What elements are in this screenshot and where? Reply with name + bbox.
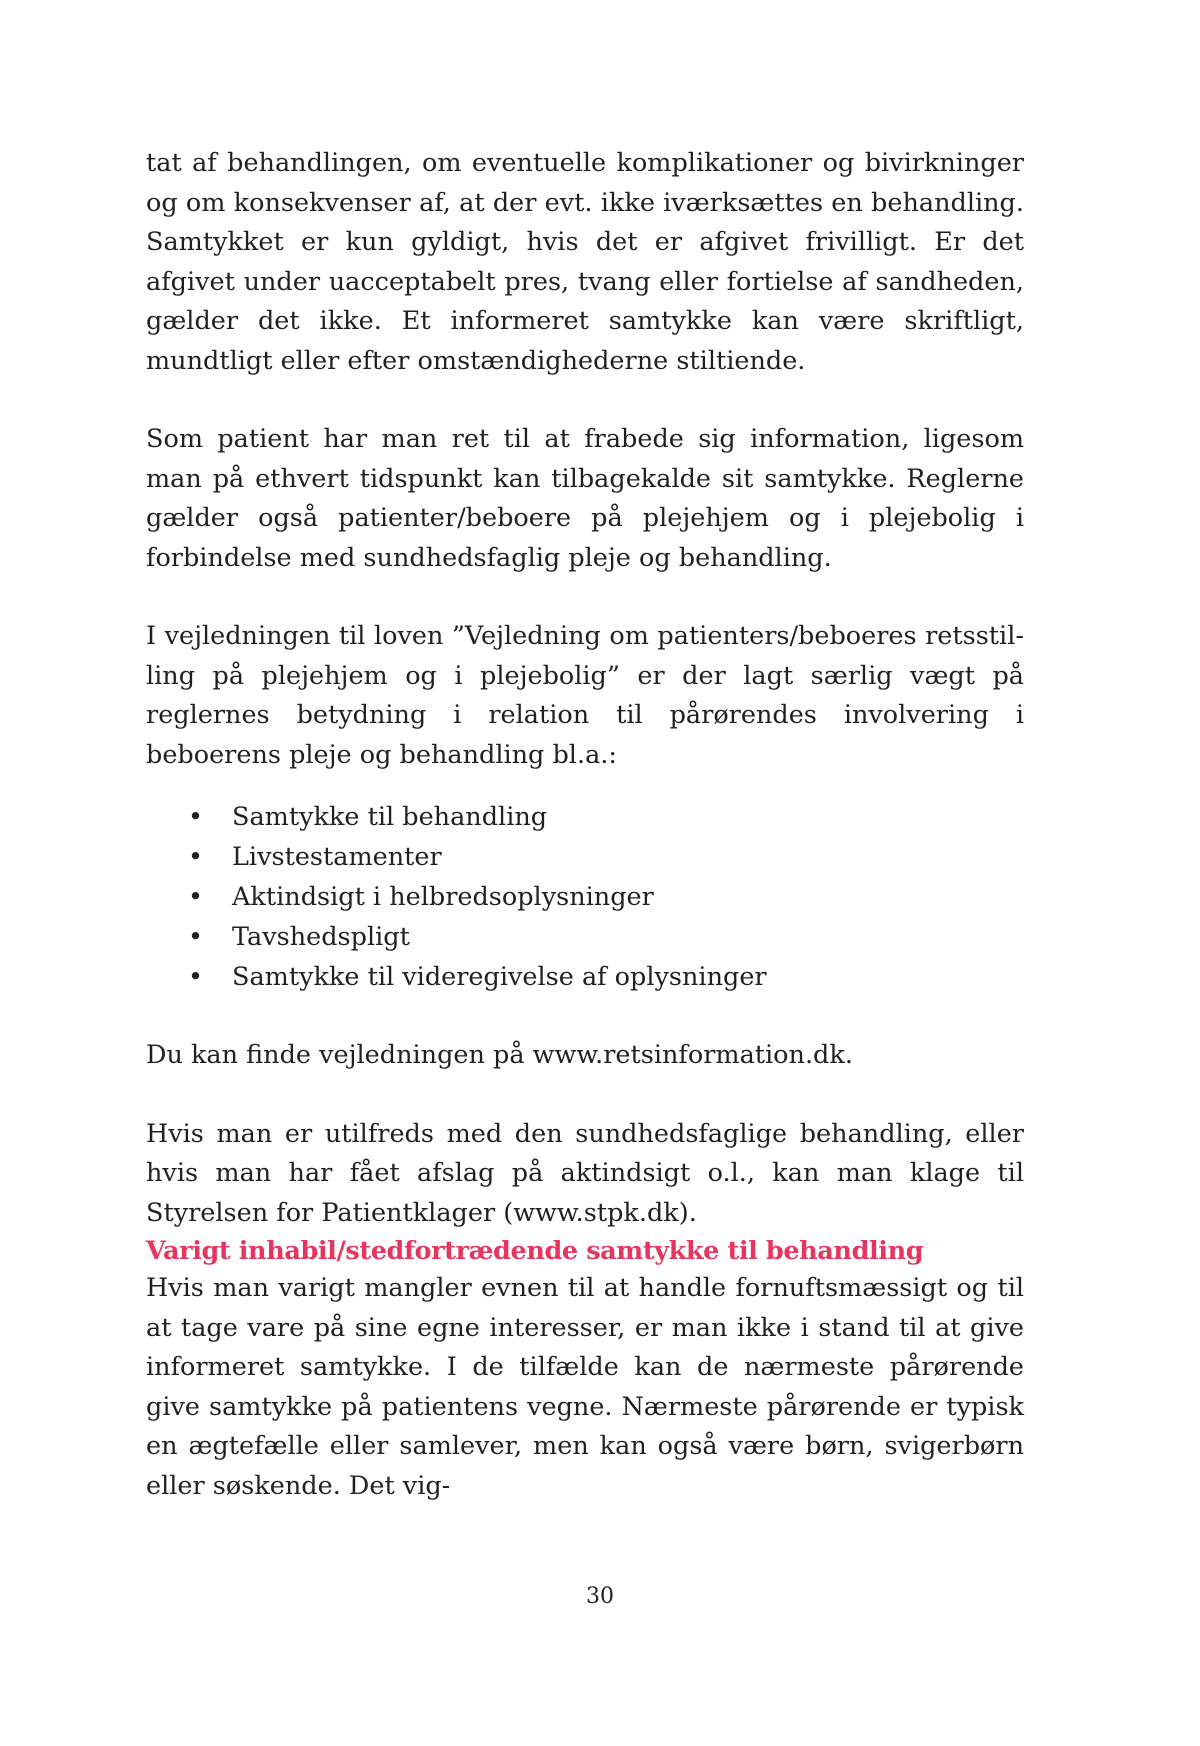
list-item bbox=[146, 797, 1024, 837]
list-item bbox=[146, 957, 1024, 997]
paragraph-find-guidance: Du kan finde vejledningen på www.retsinformation.dk. bbox=[146, 1040, 853, 1070]
bullet-icon: • bbox=[188, 962, 204, 992]
bullet-list bbox=[146, 797, 1024, 997]
paragraph-complaints: Hvis man er utilfreds med den sundhedsfaglige behandling, eller hvis man har fået afslag på aktindsigt o.l., kan man klage til Styrelsen for Patientklager (www.stpk.dk). bbox=[146, 1118, 1024, 1228]
bullet-icon: • bbox=[188, 802, 204, 832]
list-item-text: Samtykke til videregivelse af oplysninger bbox=[232, 962, 767, 992]
section-heading: Varigt inhabil/stedfortrædende samtykke til behandling bbox=[146, 1236, 924, 1266]
list-item-text: Livstestamenter bbox=[232, 842, 442, 872]
bullet-icon: • bbox=[188, 842, 204, 872]
paragraph-informed-consent: tat af behandlingen, om eventuelle komplikationer og bivirkninger og om konsekvenser af, at der evt. ikke iværksættes en behandling. Samtykket er kun gyldigt, hvis det er afgivet frivilligt. Er det afgivet under uacceptabelt pres, tvang eller fortielse af sandheden, gælder det ikke. Et informeret samtykke kan være skriftligt, mundtligt eller efter omstændighederne stiltiende. bbox=[146, 148, 1024, 376]
paragraph-right-to-decline: Som patient har man ret til at frabede sig information, ligesom man på ethvert tidspunkt kan tilbagekalde sit samtykke. Reglerne gælder også patienter/beboere på plejehjem og i plejebolig i forbindelse med sundhedsfaglig pleje og behandling. bbox=[146, 424, 1024, 573]
page-number: 30 bbox=[586, 1584, 614, 1609]
paragraph-proxy-consent: Hvis man varigt mangler evnen til at handle fornuftsmæssigt og til at tage vare på sine egne interesser, er man ikke i stand til at give informeret samtykke. I de tilfælde kan de nærmeste pårørende give samtykke på patientens vegne. Nærmeste pårørende er typisk en ægtefælle eller samlever, men kan også være børn, svigerbørn eller søskende. Det vig- bbox=[146, 1273, 1024, 1501]
bullet-icon: • bbox=[188, 882, 204, 912]
page-body bbox=[146, 144, 1024, 1506]
list-item bbox=[146, 917, 1024, 957]
list-item-text: Samtykke til behandling bbox=[232, 802, 548, 832]
list-item bbox=[146, 877, 1024, 917]
paragraph-guidance-intro: I vejledningen til loven ”Vejledning om patienters/beboeres retsstilling på plejehjem og i plejebolig” er der lagt særlig vægt på reglernes betydning i relation til pårørendes involvering i beboerens pleje og behandling bl.a.: bbox=[146, 621, 1024, 770]
bullet-icon: • bbox=[188, 922, 204, 952]
list-item-text: Aktindsigt i helbredsoplysninger bbox=[232, 882, 654, 912]
list-item-text: Tavshedspligt bbox=[232, 922, 410, 952]
list-item bbox=[146, 837, 1024, 877]
